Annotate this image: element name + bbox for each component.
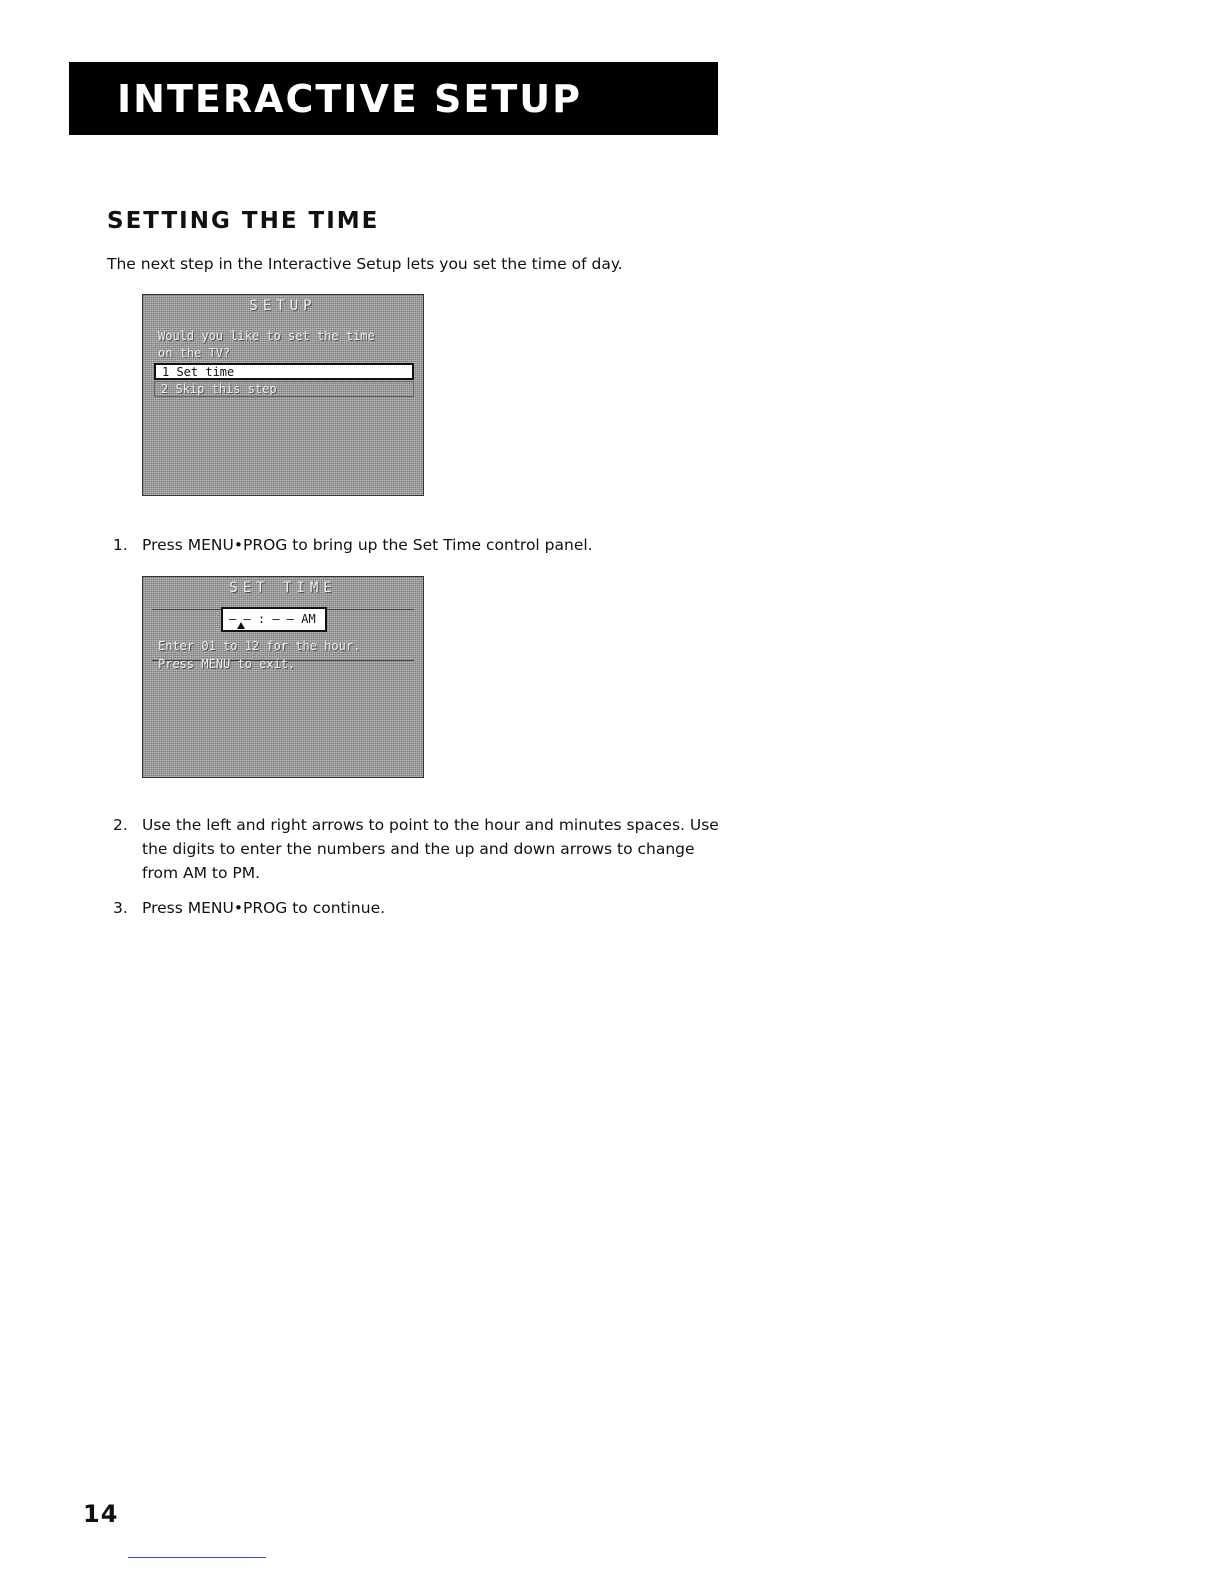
step-text: Press MENU•PROG to bring up the Set Time control panel. xyxy=(142,536,593,554)
setup-prompt-line1: Would you like to set the time xyxy=(158,329,375,343)
setup-prompt-line2: on the TV? xyxy=(158,346,231,360)
step-text: Use the left and right arrows to point to the hour and minutes spaces. Use the digits to enter the numbers and the up and down arrows to change from AM to PM. xyxy=(142,816,719,882)
header-banner xyxy=(69,62,718,135)
time-entry-field[interactable] xyxy=(221,607,327,632)
step-number: 2. xyxy=(113,816,128,834)
footer-rule xyxy=(128,1557,266,1558)
menu-option-set-time[interactable]: 1 Set time xyxy=(154,363,414,380)
cursor-arrow-icon xyxy=(237,622,245,629)
header-title: INTERACTIVE SETUP xyxy=(117,76,582,121)
time-display: — — : — — AM xyxy=(229,612,316,626)
set-time-help-line1: Enter 01 to 12 for the hour. xyxy=(158,639,361,653)
intro-paragraph: The next step in the Interactive Setup lets you set the time of day. xyxy=(107,255,623,273)
set-time-screen xyxy=(142,576,424,778)
set-time-screen-title: SET TIME xyxy=(229,580,337,596)
section-title: SETTING THE TIME xyxy=(107,208,380,234)
step-number: 1. xyxy=(113,536,128,554)
setup-screen xyxy=(142,294,424,496)
page-number: 14 xyxy=(83,1500,119,1528)
step-text: Press MENU•PROG to continue. xyxy=(142,899,386,917)
menu-option-skip-step[interactable]: 2 Skip this step xyxy=(154,381,414,397)
set-time-help-line2: Press MENU to exit. xyxy=(158,657,296,671)
step-number: 3. xyxy=(113,899,128,917)
setup-screen-title: SETUP xyxy=(249,298,317,314)
